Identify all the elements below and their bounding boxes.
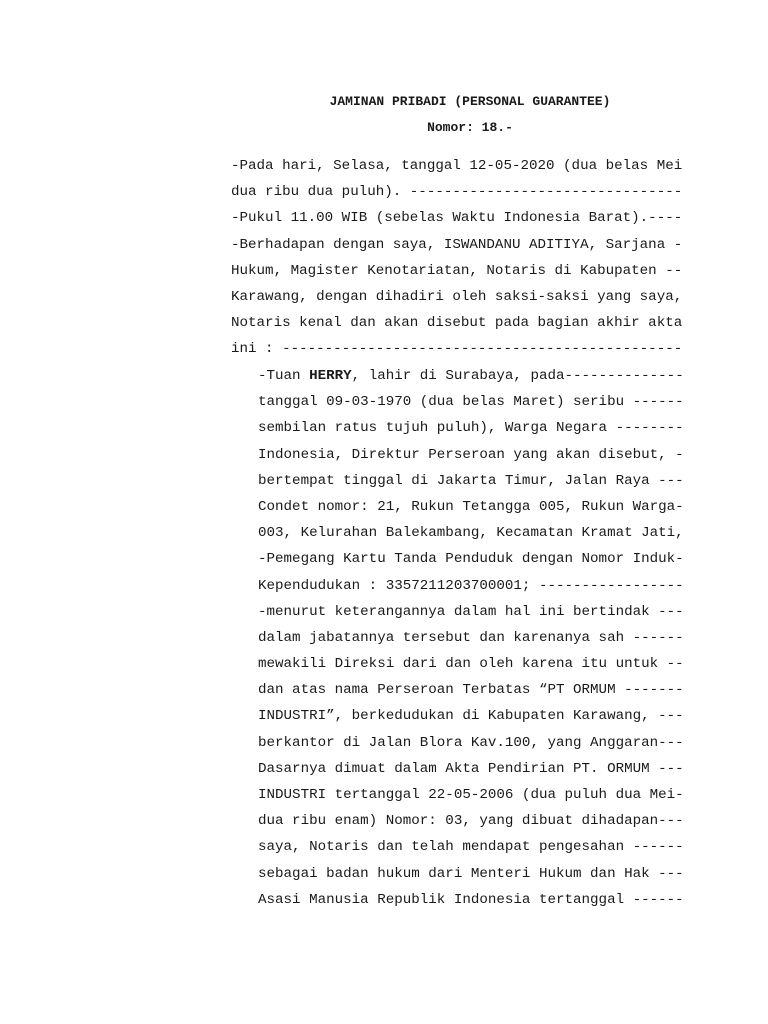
- text-line: berkantor di Jalan Blora Kav.100, yang Anggaran---: [258, 734, 684, 751]
- text-line: Karawang, dengan dihadiri oleh saksi-saksi yang saya,: [231, 288, 683, 305]
- text-line: dua ribu dua puluh). --------------------------------: [231, 184, 683, 201]
- text-line: Asasi Manusia Republik Indonesia tertanggal ------: [258, 891, 684, 908]
- text-line: Dasarnya dimuat dalam Akta Pendirian PT. ORMUM ---: [258, 760, 684, 777]
- opening-paragraph: [231, 155, 715, 365]
- text-line: ini : -----------------------------------------------: [231, 341, 683, 358]
- party-prefix: -Tuan: [258, 368, 310, 384]
- party-intro-line: [258, 365, 714, 391]
- text-line: Condet nomor: 21, Rukun Tetangga 005, Rukun Warga-: [258, 498, 684, 515]
- party-suffix: , lahir di Surabaya, pada--------------: [351, 368, 684, 384]
- text-line: INDUSTRI”, berkedudukan di Kabupaten Karawang, ---: [258, 708, 684, 725]
- text-line: dalam jabatannya tersebut dan karenanya sah ------: [258, 629, 684, 646]
- text-line: -Pemegang Kartu Tanda Penduduk dengan Nomor Induk-: [258, 551, 684, 568]
- text-line: sembilan ratus tujuh puluh), Warga Negara --------: [258, 420, 684, 437]
- text-line: dan atas nama Perseroan Terbatas “PT ORMUM -------: [258, 682, 684, 699]
- text-line: tanggal 09-03-1970 (dua belas Maret) seribu ------: [258, 394, 684, 411]
- text-line: dua ribu enam) Nomor: 03, yang dibuat dihadapan---: [258, 813, 684, 830]
- text-line: 003, Kelurahan Balekambang, Kecamatan Kramat Jati,: [258, 525, 684, 542]
- text-line: saya, Notaris dan telah mendapat pengesahan ------: [258, 839, 684, 856]
- party-paragraph: [258, 365, 714, 915]
- text-line: bertempat tinggal di Jakarta Timur, Jalan Raya ---: [258, 472, 684, 489]
- text-line: -Berhadapan dengan saya, ISWANDANU ADITIYA, Sarjana -: [231, 236, 683, 253]
- text-line: -Pada hari, Selasa, tanggal 12-05-2020 (dua belas Mei: [231, 158, 683, 174]
- party-name: HERRY: [309, 368, 352, 384]
- document-number: Nomor: 18.-: [427, 120, 513, 135]
- document-title: JAMINAN PRIBADI (PERSONAL GUARANTEE): [329, 94, 611, 109]
- text-line: -menurut keterangannya dalam hal ini bertindak ---: [258, 603, 684, 620]
- text-line: Hukum, Magister Kenotariatan, Notaris di Kabupaten --: [231, 262, 683, 279]
- text-line: sebagai badan hukum dari Menteri Hukum dan Hak ---: [258, 865, 684, 882]
- text-line: INDUSTRI tertanggal 22-05-2006 (dua puluh dua Mei-: [258, 787, 684, 803]
- text-line: Kependudukan : 3357211203700001; -----------------: [258, 577, 684, 594]
- text-line: Indonesia, Direktur Perseroan yang akan disebut, -: [258, 446, 684, 463]
- text-line: -Pukul 11.00 WIB (sebelas Waktu Indonesia Barat).----: [231, 210, 683, 227]
- text-line: Notaris kenal dan akan disebut pada bagian akhir akta: [231, 315, 683, 332]
- text-line: mewakili Direksi dari dan oleh karena itu untuk --: [258, 656, 684, 673]
